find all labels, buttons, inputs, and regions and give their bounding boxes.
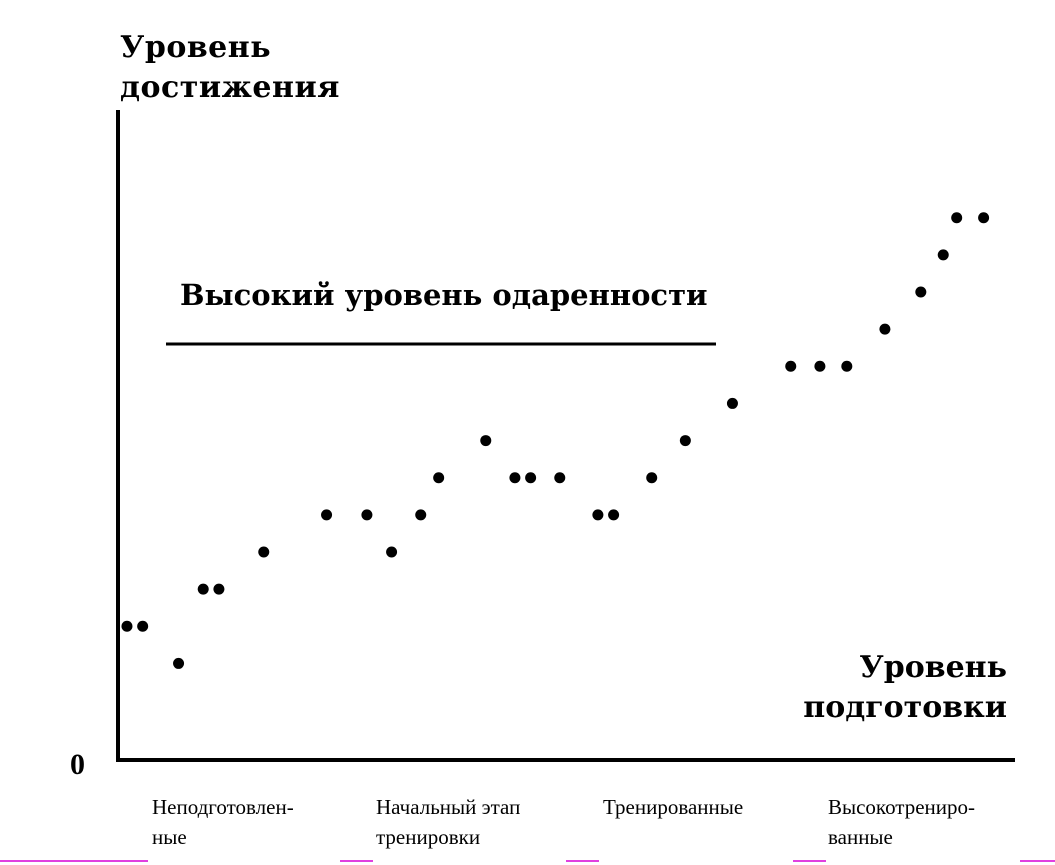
data-point: [646, 472, 657, 483]
data-point: [608, 509, 619, 520]
data-point: [554, 472, 565, 483]
data-point: [198, 584, 209, 595]
stage-label-trained: Тренированные: [603, 795, 744, 819]
data-point: [173, 658, 184, 669]
data-point: [525, 472, 536, 483]
divider-mark: [1020, 860, 1055, 862]
data-point: [386, 547, 397, 558]
data-point: [879, 324, 890, 335]
data-point: [121, 621, 132, 632]
data-point: [814, 361, 825, 372]
data-point: [915, 287, 926, 298]
data-point: [137, 621, 148, 632]
stage-label-initial: Начальный этап тренировки: [376, 795, 521, 849]
data-point: [361, 509, 372, 520]
reference-line-label: Высокий уровень одаренности: [180, 278, 708, 312]
stage-label-highly-trained: Высокотрениро- ванные: [828, 795, 976, 849]
divider-mark: [340, 860, 373, 862]
divider-mark: [0, 860, 148, 862]
data-point: [321, 509, 332, 520]
data-point: [680, 435, 691, 446]
data-point: [258, 547, 269, 558]
data-point: [978, 212, 989, 223]
stage-label-untrained: Неподготовлен- ные: [152, 795, 294, 849]
data-point: [938, 249, 949, 260]
divider-mark: [793, 860, 826, 862]
x-axis-label: Уровень подготовки: [803, 650, 1007, 725]
data-point: [785, 361, 796, 372]
y-axis-label: Уровень достижения: [120, 30, 340, 105]
data-point: [727, 398, 738, 409]
data-point: [433, 472, 444, 483]
data-point: [480, 435, 491, 446]
data-point: [951, 212, 962, 223]
divider-mark: [566, 860, 599, 862]
data-point: [509, 472, 520, 483]
data-point: [213, 584, 224, 595]
data-point: [592, 509, 603, 520]
data-point: [841, 361, 852, 372]
data-point: [415, 509, 426, 520]
origin-label: 0: [70, 748, 85, 781]
